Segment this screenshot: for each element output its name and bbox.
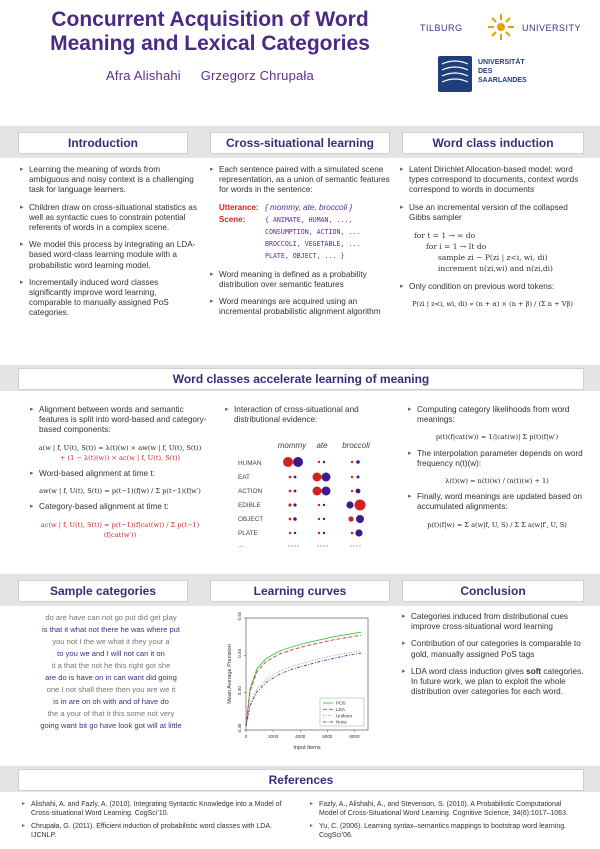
scene-label: Scene:	[219, 214, 246, 224]
dot-broccoli-human	[351, 461, 353, 463]
sample-line: do are have can not go put did get play	[45, 613, 177, 622]
dot-row-eat: EAT	[238, 474, 250, 481]
x-tick-label: 2000	[267, 734, 279, 739]
y-tick-label: 0.50	[237, 612, 242, 621]
cross-item-3: ▸ Word meanings are acquired using an incremental probabilistic alignment algorithm	[210, 297, 395, 317]
dot-mommy-object-b	[293, 517, 297, 521]
reference-item: ▸ Alishahi, A. and Fazly, A. (2010). Integrating Syntactic Knowledge into a Model of Cross-situational Word Learning. CogSci’10.	[22, 800, 292, 818]
dot-ellipsis-row	[288, 545, 360, 546]
accel-item-5: ▸ Computing category likelihoods from word meanings:	[408, 405, 586, 425]
author-1: Afra Alishahi	[106, 68, 181, 83]
dot-ate-object	[318, 518, 320, 520]
references-right	[310, 800, 582, 844]
dot-ate-object-b	[323, 518, 325, 520]
sample-line: are do is have on in can want did going	[45, 673, 177, 682]
heading-learning-curves: Learning curves	[210, 580, 390, 602]
utterance-scene-example	[219, 203, 395, 262]
references-left	[22, 800, 292, 844]
dot-mommy-plate	[289, 532, 291, 534]
dot-broccoli-plate-b	[355, 529, 362, 536]
sample-line: you not I the we what it they your a	[52, 637, 170, 646]
conclusion-column	[402, 612, 584, 704]
dot-mommy-object	[289, 518, 292, 521]
dot-broccoli-object-a	[348, 516, 353, 521]
word-alignment-formula: aw(w | f, U(t), S(t)) = p(t−1)(f|w) / Σ p(t−1)(f|w′)	[39, 487, 201, 496]
intro-item-3: ▸ We model this process by integrating an LDA-based word-class learning module with a probabilistic word learning model.	[20, 240, 200, 271]
dot-row-object: OBJECT	[238, 516, 264, 523]
dot-broccoli-eat-b	[357, 476, 360, 479]
algo-line-4: increment n(zi,wi) and n(zi,di)	[438, 264, 553, 274]
sample-line: is that it what not there he was where put	[41, 625, 181, 634]
alignment-formula: a(w | f, U(t), S(t)) = λ(t)(w) × aw(w | f, U(t), S(t)) + (1 − λ(t)(w)) × ac(w | f, U(t), S(t))	[38, 443, 202, 462]
dot-mommy-eat-b	[294, 476, 297, 479]
legend-label: LDA	[336, 707, 345, 712]
scene-line-4: PLATE, OBJECT, ... }	[265, 252, 345, 261]
chart-xlabel: Input Items	[293, 745, 321, 751]
x-tick-label: 0	[244, 734, 248, 739]
conclusion-item-2: ▸ Contribution of our categories is comparable to gold, manually assigned PoS tags	[402, 639, 584, 659]
heading-word-class-induction: Word class induction	[402, 132, 584, 154]
x-tick-label: 8000	[349, 734, 360, 739]
sample-categories-list	[22, 612, 200, 732]
interpolation-formula: λ(t)(w) = n(t)(w) / (n(t)(w) + 1)	[445, 477, 549, 486]
accel-item-4: ▸ Interaction of cross-situational and distributional evidence:	[225, 405, 395, 425]
heading-sample-categories: Sample categories	[18, 580, 188, 602]
dot-col-ate: ate	[316, 441, 328, 450]
legend-label: POS	[336, 700, 346, 706]
accel-item-3: ▸ Category-based alignment at time t:	[30, 502, 210, 512]
heading-conclusion: Conclusion	[402, 580, 584, 602]
logo-university-text: UNIVERSITY	[522, 23, 582, 33]
authors	[20, 68, 400, 83]
dot-ate-action-a	[313, 487, 322, 496]
chart-legend	[320, 698, 364, 726]
algo-line-3: sample zi ∼ P(zi | z<i, wi, di)	[438, 253, 548, 263]
dot-mommy-action-b	[294, 490, 297, 493]
wci-item-2: ▸ Use an incremental version of the collapsed Gibbs sampler	[400, 203, 585, 223]
dot-broccoli-action-b	[356, 489, 361, 494]
conclusion-item-3: ▸ LDA word class induction gives soft categories. In future work, we plan to exploit the whole distribution over categories for each word.	[402, 667, 584, 698]
tilburg-university-logo	[418, 10, 588, 48]
category-likelihood-formula: p(t)(f|cat(w)) = 1/|cat(w)| Σ p(t)(f|w′)	[435, 433, 559, 442]
dot-broccoli-human-b	[356, 460, 360, 464]
x-tick-label: 6000	[322, 734, 333, 739]
dot-row-ellipsis: ...	[238, 542, 244, 549]
dot-ate-human-b	[323, 461, 325, 463]
soft-emphasis: soft	[526, 666, 542, 676]
dot-row-plate: PLATE	[238, 530, 258, 537]
legend-label: Uniform	[336, 713, 353, 719]
wci-item-1: ▸ Latent Dirichlet Allocation-based model: word types correspond to documents, context words correspond to words in documents	[400, 165, 585, 196]
reference-item: ▸ Chrupała, G. (2011). Efficient induction of probabilistic word classes with LDA. IJCNLP.	[22, 822, 292, 840]
title-line-2: Meaning and Lexical Categories	[50, 32, 370, 55]
dot-broccoli-edible-b	[355, 500, 366, 511]
meaning-dot-chart	[232, 438, 402, 558]
dot-ate-plate-b	[323, 532, 325, 534]
tilburg-emblem-icon	[486, 12, 516, 42]
wci-column	[400, 165, 585, 315]
wci-item-3: ▸ Only condition on previous word tokens:	[400, 282, 585, 292]
dot-mommy-human-a	[283, 457, 293, 467]
accel-item-1: ▸ Alignment between words and semantic features is split into word-based and category-based components:	[30, 405, 210, 436]
heading-introduction: Introduction	[18, 132, 188, 154]
dot-ate-eat-b	[322, 473, 331, 482]
accel-column-3	[408, 405, 586, 536]
dot-broccoli-action	[351, 490, 353, 492]
logo-saarland-text: UNIVERSITÄT DES SAARLANDES	[478, 59, 527, 84]
scene-line-1: { ANIMATE, HUMAN, ...,	[265, 215, 353, 224]
dot-broccoli-plate-a	[351, 532, 354, 535]
dot-ate-edible	[318, 504, 320, 506]
dot-ate-eat-a	[313, 473, 322, 482]
author-2: Grzegorz Chrupała	[200, 68, 314, 83]
saarland-university-logo	[438, 56, 578, 96]
sample-line: going want bit go have look got will at little	[40, 721, 182, 730]
dot-ate-plate	[318, 532, 320, 534]
cross-item-2: ▸ Word meaning is defined as a probability distribution over semantic features	[210, 270, 395, 290]
dot-broccoli-edible-a	[346, 501, 353, 508]
heading-cross-situational: Cross-situational learning	[210, 132, 390, 154]
category-alignment-formula: ac(w | f, U(t), S(t)) = p(t−1)(f|cat(w)) / Σ p(t−1)(f|cat(w′))	[40, 520, 200, 539]
accel-item-2: ▸ Word-based alignment at time t:	[30, 469, 210, 479]
saarland-emblem-icon	[438, 56, 472, 92]
dot-mommy-plate-b	[294, 532, 296, 534]
dot-row-action: ACTION	[238, 488, 263, 495]
wci-formula: P(zi | z<i, wi, di) ∝ (n + α) × (n + β) / (Σ n + Vβ)	[412, 300, 573, 309]
heading-word-classes-accelerate: Word classes accelerate learning of meaning	[18, 368, 584, 390]
logo-tilburg-text: TILBURG	[420, 23, 463, 33]
dot-mommy-edible-b	[293, 503, 296, 506]
dot-row-human: HUMAN	[238, 460, 262, 467]
utterance-label: Utterance:	[219, 202, 259, 212]
scene-line-3: BROCCOLI, VEGETABLE, ...	[265, 240, 361, 249]
poster-title	[20, 8, 400, 56]
scene-line-2: CONSUMPTION, ACTION, ...	[265, 228, 361, 237]
sample-line: is in are on oh with and of have do	[53, 697, 169, 706]
title-line-1: Concurrent Acquisition of Word	[51, 8, 369, 31]
intro-item-4: ▸ Incrementally induced word classes significantly improve word learning, comparable to manually assigned PoS categories.	[20, 278, 200, 319]
accel-item-6: ▸ The interpolation parameter depends on word frequency n(t)(w):	[408, 449, 586, 469]
utterance-value: { mommy, ate, broccoli }	[265, 202, 353, 212]
dot-col-broccoli: broccoli	[342, 441, 370, 450]
dot-col-mommy: mommy	[277, 441, 307, 450]
sample-line: to you we and I will not can it on	[57, 649, 165, 658]
reference-item: ▸ Fazly, A., Alishahi, A., and Stevenson, S. (2010). A Probabilistic Computational Model of Cross-Situational Word Learning. Cognitive Science, 34(6):1017–1063.	[310, 800, 582, 818]
dot-ate-edible-b	[323, 504, 325, 506]
dot-mommy-action	[289, 490, 292, 493]
learning-curves-chart	[224, 612, 374, 752]
intro-item-2: ▸ Children draw on cross-situational statistics as well as syntactic cues to constrain potential referents of words in a complex scene.	[20, 203, 200, 234]
dot-mommy-edible	[288, 503, 291, 506]
dot-ate-human	[318, 461, 320, 463]
x-tick-label: 4000	[295, 734, 306, 739]
intro-column	[20, 165, 200, 326]
cross-item-1: ▸ Each sentence paired with a simulated scene representation, as a union of semantic features for words in the sentence:	[210, 165, 395, 196]
y-tick-label: 0.45	[237, 648, 242, 658]
heading-references: References	[18, 769, 584, 791]
intro-item-1: ▸ Learning the meaning of words from ambiguous and noisy context is a challenging task for language learners.	[20, 165, 200, 196]
accel-column-2	[225, 405, 395, 432]
conclusion-item-1: ▸ Categories induced from distributional cues improve cross-situational word learning	[402, 612, 584, 632]
gibbs-algorithm	[414, 230, 585, 274]
sample-line: the a your of that it this some not very	[47, 709, 175, 718]
meaning-update-formula: p(t)(f|w) = Σ a(w|f, U, S) / Σ Σ a(w|f′, U, S)	[427, 520, 567, 529]
accel-column-1	[30, 405, 210, 546]
accel-item-7: ▸ Finally, word meanings are updated based on accumulated alignments:	[408, 492, 586, 512]
cross-column	[210, 165, 395, 324]
chart-ylabel: Mean Average Precision	[227, 644, 233, 704]
dot-broccoli-eat	[351, 476, 353, 478]
algo-line-1: for t = 1 → ∞ do	[414, 231, 476, 241]
y-tick-label: 0.40	[237, 686, 242, 696]
algo-line-2: for i = 1 → It do	[426, 242, 487, 252]
reference-item: ▸ Yu, C. (2006). Learning syntax–semantics mappings to bootstrap word learning. CogSci’06.	[310, 822, 582, 840]
sample-line: one I not shall there then you are we it	[46, 685, 176, 694]
sample-line: it a that the not he this right got she	[51, 661, 171, 670]
dot-mommy-human-b	[293, 457, 303, 467]
dot-mommy-eat	[289, 476, 292, 479]
dot-broccoli-object-b	[356, 515, 364, 523]
dot-row-edible: EDIBLE	[238, 502, 261, 509]
y-tick-label: 0.35	[237, 723, 242, 733]
dot-ate-action-b	[322, 487, 331, 496]
legend-label: None	[336, 719, 347, 725]
